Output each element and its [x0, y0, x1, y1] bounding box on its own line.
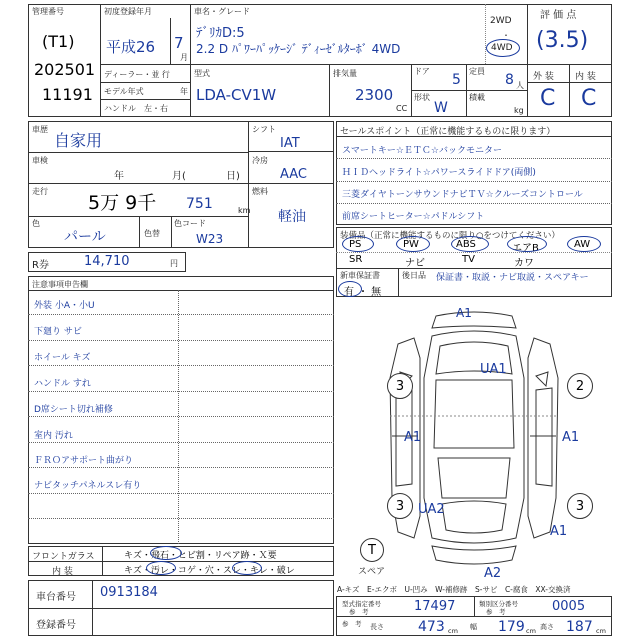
era-value: 平成26 [106, 38, 156, 56]
takasa-label: 高さ [540, 623, 554, 631]
dealer-label: ディーラー・並 行 [104, 70, 170, 79]
equip-tv: TV [462, 254, 475, 265]
divider [171, 216, 172, 248]
note-rule [28, 493, 334, 494]
door-value: 5 [452, 72, 461, 88]
cm-unit: cm [526, 627, 536, 635]
naiso-stain-circle [146, 561, 176, 575]
divider [336, 181, 612, 182]
note-rule [28, 442, 334, 443]
color-code-value: W23 [196, 232, 224, 246]
front-glass-label: フロントガラス [32, 552, 95, 562]
iro-gae-label: 色替 [144, 229, 160, 238]
note-rule [28, 391, 334, 392]
gaiso-grade: C [540, 86, 556, 111]
haiki-value: 2300 [355, 86, 394, 104]
front-glass-circle [150, 546, 182, 560]
note-item: 室内 汚れ [34, 431, 73, 441]
cm-unit: cm [448, 627, 458, 635]
spare-label: スペア [358, 567, 386, 577]
damage-rear-right: A1 [550, 524, 568, 539]
hosho-label: 新車保証書 [340, 271, 380, 280]
shift-value: IAT [280, 136, 300, 151]
tire-left-rear-score: 3 [387, 493, 413, 519]
kanri-prefix: (T1) [42, 32, 75, 51]
divider [248, 183, 334, 184]
sales-line: スマートキー☆ＥＴＣ☆バックモニター [342, 146, 502, 156]
katashiki-shitei-value: 17497 [414, 599, 456, 614]
drive-4wd: 4WD [491, 43, 513, 53]
hosho-yes: 有 [344, 287, 354, 298]
kanri-number-2: 11191 [42, 85, 93, 104]
equip-navi: ナビ [405, 258, 425, 269]
divider [170, 18, 171, 64]
month-value: 7 [174, 34, 184, 52]
damage-hood: UA1 [480, 362, 507, 377]
sankou-label-2: 参 考 [486, 608, 506, 616]
hosho-yes-circle [338, 281, 362, 297]
damage-left-side: A1 [404, 430, 422, 445]
reibo-value: AAC [280, 167, 307, 182]
model-year-label: モデル年式 [104, 87, 144, 96]
katashiki-value: LDA-CV1W [196, 86, 277, 104]
car-name-line2: 2.2 D ﾊﾟﾜｰﾊﾟｯｹｰｼﾞ ﾃﾞｨｰｾﾞﾙﾀｰﾎﾞ 4WD [196, 42, 401, 56]
note-item: ホイール キズ [34, 353, 91, 363]
teiin-value: 8 [505, 72, 514, 88]
damage-right-side: A1 [562, 430, 580, 445]
damage-rear-bumper: A2 [484, 566, 502, 581]
nenryo-value: 軽油 [278, 209, 306, 225]
equipment-label: 装備品（正常に機能するものに限り○をつけてください） [340, 231, 560, 241]
divider [100, 82, 190, 83]
sankou-label-3: 参 考 [342, 620, 362, 628]
naiso-grade: C [581, 86, 597, 111]
iro-label: 色 [32, 219, 40, 228]
chadai-value: 0913184 [100, 585, 158, 600]
sales-line: 三菱ダイヤトーンサウンドナビＴＶ☆クルーズコントロール [342, 190, 583, 200]
naiso-label: 内 装 [575, 72, 596, 82]
divider [28, 216, 248, 217]
damage-front-bumper: A1 [456, 306, 472, 320]
note-rule [28, 365, 334, 366]
day-unit: 日) [226, 171, 240, 182]
chadai-label: 車台番号 [36, 592, 76, 603]
divider [336, 252, 612, 253]
tire-left-front-score: 3 [387, 373, 413, 399]
notes-label: 注意事項申告欄 [32, 280, 88, 289]
handle-label: ハンドル 左・右 [104, 104, 168, 113]
hyoka-score: (3.5) [536, 28, 589, 53]
r-ken-label: R券 [32, 260, 49, 271]
soko-label: 走行 [32, 187, 48, 196]
divider [100, 99, 190, 100]
color-code-label: 色コード [174, 219, 206, 228]
kg-label: kg [514, 106, 524, 115]
nagasa-label: 長さ [370, 623, 384, 631]
note-item: 下廻り サビ [34, 327, 82, 337]
divider [92, 580, 93, 636]
shodo-label: 初度登録年月 [104, 7, 152, 16]
equip-abs-circle [451, 236, 489, 252]
sales-line: ＨＩＤヘッドライト☆パワースライドドア(両側) [342, 168, 536, 178]
legend: A-キズ E-エクボ U-凹み W-補修跡 S-サビ C-腐食 XX-交換済 [337, 585, 571, 594]
shaken-box-label: 車検 [32, 156, 48, 165]
drive-2wd: 2WD [490, 16, 512, 26]
note-rule [28, 467, 334, 468]
iro-value: パール [64, 229, 106, 245]
note-rule [28, 340, 334, 341]
spare-tire-mark: T [360, 538, 384, 562]
note-item: ＦＲＯアサポート曲がり [34, 456, 134, 466]
equip-airbag: エアB [512, 243, 539, 254]
equip-abs: ABS [456, 239, 476, 250]
drive-dot: ・ [502, 31, 510, 40]
divider [102, 546, 103, 576]
divider [28, 608, 334, 609]
tire-right-rear-score: 3 [567, 493, 593, 519]
model-year-suffix: 年 [180, 87, 188, 96]
yen-unit: 円 [170, 259, 178, 268]
damage-rear-left: UA2 [418, 502, 445, 517]
sekisai-label: 積載 [469, 93, 485, 102]
cc-label: CC [396, 104, 408, 113]
header-block [28, 4, 612, 117]
front-glass-text: キズ・飛石・ヒビ割・リペア跡・Ｘ要 [124, 551, 277, 561]
note-item: ナビタッチパネルスレ有り [34, 481, 142, 491]
divider [336, 268, 612, 269]
name-label: 車名・グレード [194, 7, 250, 16]
divider [329, 64, 330, 117]
divider [248, 121, 249, 248]
divider [100, 4, 101, 117]
divider [569, 64, 570, 117]
naiso-scuff-circle [232, 561, 262, 575]
divider [336, 203, 612, 204]
equip-ps: PS [349, 239, 362, 250]
equip-aw-circle [567, 236, 601, 252]
toroku-label: 登録番号 [36, 620, 76, 631]
divider [100, 64, 527, 65]
divider [527, 4, 528, 117]
note-rule [28, 518, 334, 519]
reibo-label: 冷房 [252, 156, 268, 165]
gaiso-label: 外 装 [533, 72, 554, 82]
atozuke-label: 後日品 [402, 271, 426, 280]
takasa-value: 187 [566, 619, 593, 635]
month-unit: 月( [172, 171, 186, 182]
divider [28, 152, 248, 153]
divider [411, 90, 527, 91]
divider [527, 82, 612, 83]
divider [248, 151, 334, 152]
note-rule [28, 416, 334, 417]
nenryo-label: 燃料 [252, 187, 268, 196]
kanri-label: 管理番号 [32, 7, 64, 16]
divider [139, 216, 140, 248]
note-rule [28, 314, 334, 315]
equip-ps-circle [342, 236, 374, 252]
equip-airbag-circle [507, 236, 547, 252]
divider [190, 4, 191, 117]
sankou-label-1: 参 考 [349, 608, 369, 616]
divider [336, 616, 612, 617]
note-item: ハンドル すれ [34, 379, 91, 389]
naiso-row-label: 内 装 [52, 567, 73, 577]
hosho-no: ・ 無 [358, 287, 382, 298]
door-label: ドア [414, 67, 430, 76]
haba-value: 179 [498, 619, 525, 635]
soko-small: 751 [186, 196, 213, 212]
drive-4wd-circle [486, 39, 520, 57]
ruibetsu-value: 0005 [552, 599, 586, 614]
teiin-unit: 人 [516, 81, 524, 90]
sales-line: 前席シートヒーター☆パドルシフト [342, 212, 485, 222]
divider [474, 596, 475, 616]
atozuke-value: 保証書・取説・ナビ取説・スペアキー [436, 273, 589, 283]
nagasa-value: 473 [418, 619, 445, 635]
equip-leather: カワ [514, 258, 534, 269]
keijo-label: 形状 [414, 93, 430, 102]
divider [398, 268, 399, 297]
katashiki-label: 型式 [194, 69, 210, 78]
haba-label: 幅 [470, 623, 477, 631]
divider [28, 183, 248, 184]
naiso-row-text: キズ・汚レ・コゲ・穴・スレ・キレ・破レ [124, 566, 295, 576]
equip-aw: AW [574, 239, 591, 250]
car-name-line1: ﾃﾞﾘｶD:5 [196, 26, 245, 41]
equip-pw-circle [396, 236, 430, 252]
cm-unit: cm [596, 627, 606, 635]
keijo-value: W [434, 100, 448, 116]
ruibetsu-label: 類別区分番号 [479, 600, 518, 608]
haiki-label: 排気量 [333, 69, 357, 78]
hyoka-label: 評 価 点 [540, 10, 577, 21]
divider [336, 158, 612, 159]
sales-label: セールスポイント（正常に機能するものに限ります） [340, 127, 556, 137]
equip-sr: SR [349, 254, 363, 265]
teiin-label: 定員 [469, 67, 485, 76]
katashiki-shitei-label: 型式指定番号 [342, 600, 381, 608]
equip-pw: PW [403, 239, 419, 250]
month-suffix: 月 [180, 53, 188, 62]
soko-value: 5万 9千 [88, 192, 157, 214]
divider [178, 290, 179, 544]
note-item: 外装 小A・小U [34, 301, 95, 311]
kanri-number-1: 202501 [34, 60, 96, 79]
shaken-label: 車歴 [32, 125, 48, 134]
divider [485, 4, 486, 64]
shaken-value: 自家用 [54, 131, 103, 150]
year-unit: 年 [114, 171, 124, 182]
r-ken-value: 14,710 [84, 254, 130, 269]
note-item: D席シート切れ補修 [34, 405, 113, 415]
km-unit: km [238, 206, 251, 215]
divider [28, 290, 334, 291]
shift-label: シフト [252, 125, 276, 134]
tire-right-front-score: 2 [567, 373, 593, 399]
